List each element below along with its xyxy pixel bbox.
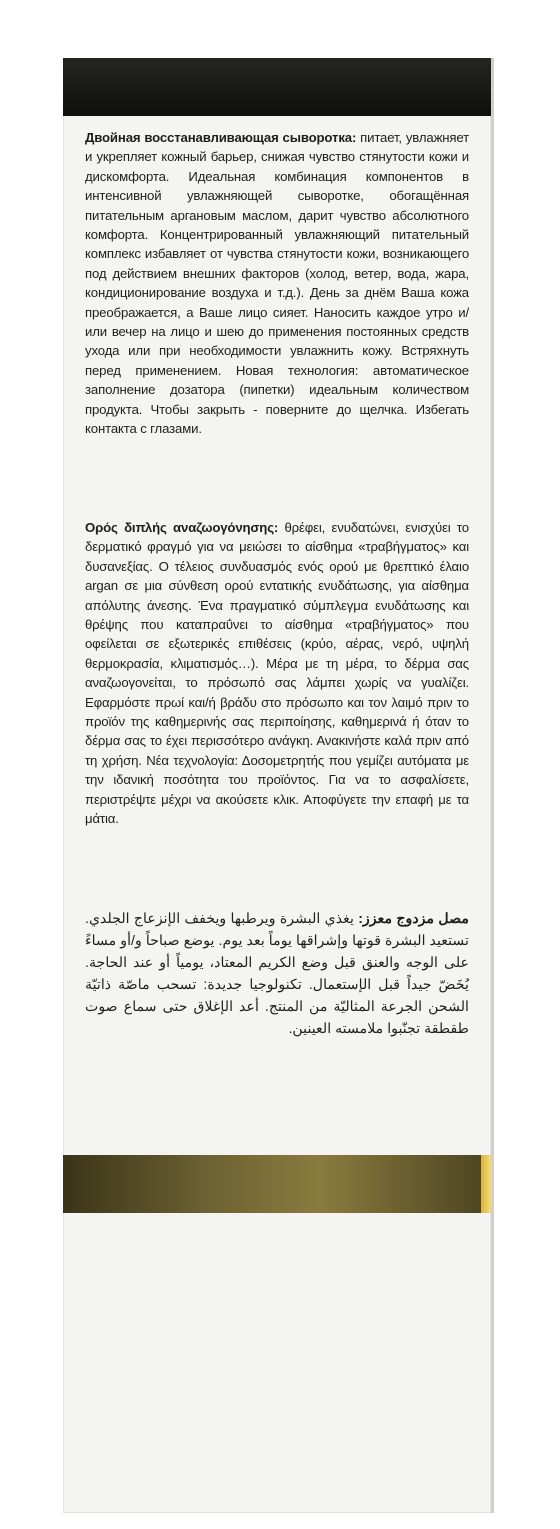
greek-lead: Ορός διπλής αναζωογόνησης: [85, 520, 279, 535]
arabic-description [85, 908, 469, 1040]
russian-body: питает, увлажняет и укрепляет кожный барьер, снижая чувство стянутости кожи и дискомфорта. Идеальная комбинация компонентов в интенсивной увлажняющей сыворотке, обогащённая питательным аргановым маслом, дарит чувство абсолютного комфорта. Концентрированный увлажняющий питательный комплекс избавляет от чувства стянутости кожи, возникающего под действием внешних факторов (холод, ветер, вода, жара, кондиционирование воздуха и т.д.). День за днём Ваша кожа преображается, а Ваше лицо сияет. Наносить каждое утро и/или вечер на лицо и шею до применения постоянных средств ухода или при необходимости увлажнить кожу. Встряхнуть перед применением. Новая технология: автоматическое заполнение дозатора (пипетки) идеальным количеством продукта. Чтобы закрыть - поверните до щелчка. Избегать контакта с глазами. [85, 130, 469, 437]
greek-description [85, 518, 469, 829]
gold-stripe [63, 1155, 491, 1213]
russian-description [85, 128, 469, 439]
greek-body: θρέφει, ενυδατώνει, ενισχύει το δερματικό φραγμό για να μειώσει το αίσθημα «τραβήγματος» και δυσανεξίας. Ο τέλειος συνδυασμός ενός ορού με θρεπτικό έλαιο argan σε μια σύνθεση ορού εντατικής ενυδάτωσης, για αίσθημα απόλυτης άνεσης. Ένα πραγματικό σύμπλεγμα ενυδάτωσης και θρέψης που καταπραΰνει το αίσθημα «τραβήγματος» που οφείλεται σε εξωτερικές επιθέσεις (κρύο, αέρας, νερό, υψηλή θερμοκρασία, κλιματισμός…). Μέρα με τη μέρα, το δέρμα σας αναζωογονείται, το πρόσωπό σας λάμπει χωρίς να γυαλίζει. Εφαρμόστε πρωί και/ή βράδυ στο πρόσωπο και τον λαιμό πριν το προϊόν της καθημερινής σας περιποίησης, καθημερινά ή όταν το δέρμα σας το έχει περισσότερο ανάγκη. Ανακινήστε καλά πριν από τη χρήση. Νέα τεχνολογία: Δοσομετρητής που γεμίζει αυτόματα με την ιδανική ποσότητα του προϊόντος. Για να το ασφαλίσετε, περιστρέψτε μέχρι να ακούσετε κλικ. Αποφύγετε την επαφή με τα μάτια. [85, 520, 469, 827]
black-top-band [63, 58, 491, 116]
russian-lead: Двойная восстанавливающая сыворотка: [85, 130, 357, 145]
box-edge [491, 58, 494, 1513]
arabic-lead: مصل مزدوج معزز: [358, 911, 469, 927]
product-box-side [63, 58, 491, 1513]
arabic-body: يغذي البشرة ويرطبها ويخفف الإنزعاج الجلدي. تستعيد البشرة قوتها وإشراقها يوماً بعد يوم. يوضع صباحاً و/أو مساءً على الوجه والعنق قبل وضع الكريم المعتاد، يومياً أو عند الحاجة. يُخَضّ جيداً قبل الإستعمال. تكنولوجيا جديدة: تسحب ماصّة ذاتيّة الشحن الجرعة المثاليّة من المنتج. أعد الإغلاق حتى سماع صوت طقطقة تجنّبوا ملامسته العينين. [85, 911, 469, 1037]
